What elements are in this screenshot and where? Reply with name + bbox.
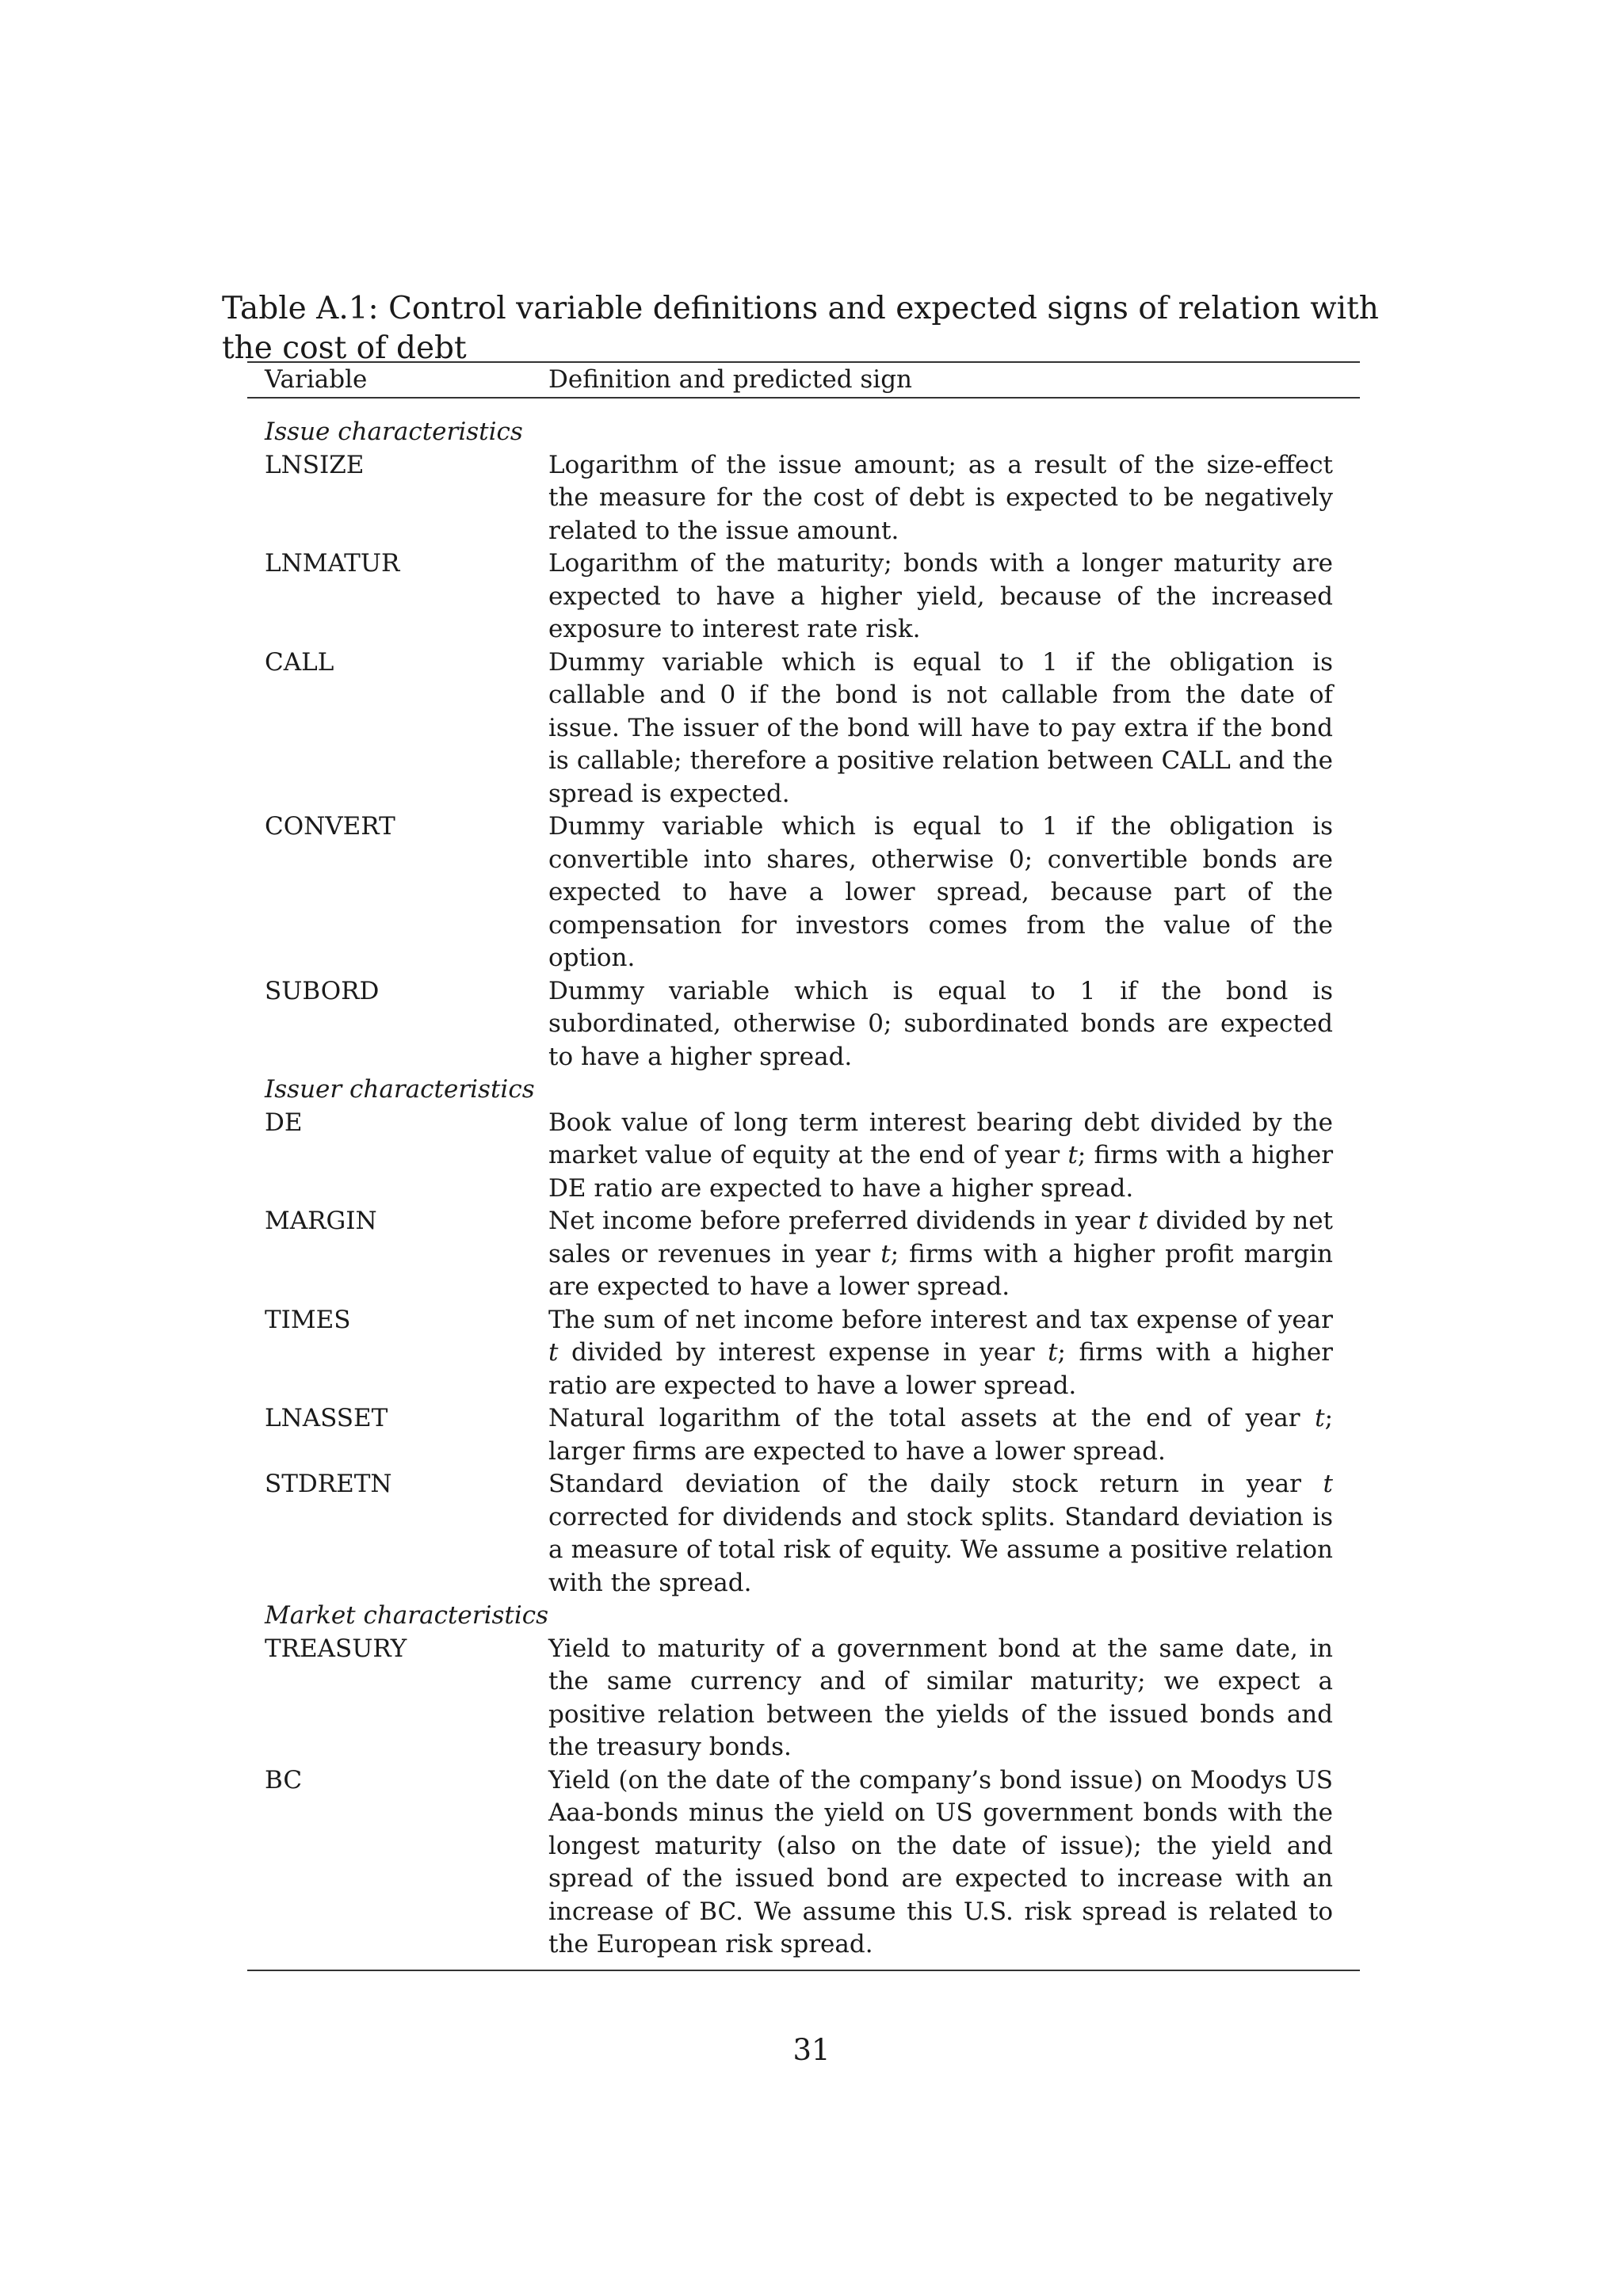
- table-row: [247, 1304, 1360, 1403]
- variable-definition: Logarithm of the issue amount; as a result of the size-effect the measure for the cost of debt is expected to be negatively related to the issue amount.: [548, 450, 1333, 545]
- table-row: [247, 547, 1360, 646]
- section-title: Market characteristics: [265, 1601, 549, 1630]
- variable-name: BC: [265, 1765, 303, 1794]
- variable-name: STDRETN: [265, 1470, 392, 1498]
- table-row: [247, 1205, 1360, 1304]
- variable-definition: Net income before preferred dividends in year t divided by net sales or revenues in year t; firms with a higher profit margin are expected to have a lower spread.: [548, 1207, 1334, 1301]
- variable-name: SUBORD: [265, 976, 380, 1005]
- section-row: [247, 1074, 1360, 1107]
- table-row: [247, 1107, 1360, 1206]
- table-row: [247, 975, 1360, 1074]
- variable-name: DE: [265, 1108, 303, 1137]
- variable-definition: Natural logarithm of the total assets at the end of year t; larger firms are expected to have a lower spread.: [548, 1404, 1334, 1466]
- variable-definitions-table: [247, 361, 1360, 1971]
- variable-definition: Dummy variable which is equal to 1 if the obligation is callable and 0 if the bond is not callable from the date of issue. The issuer of the bond will have to pay extra if the bond is callable; therefore a positive relation between CALL and the spread is expected.: [548, 647, 1333, 808]
- section-title: Issuer characteristics: [265, 1075, 535, 1104]
- header-variable: Variable: [265, 364, 368, 394]
- table-row: [247, 1764, 1360, 1962]
- table-body: [247, 399, 1360, 1971]
- table-row: [247, 1633, 1360, 1764]
- variable-definition: Book value of long term interest bearing debt divided by the market value of equity at the end of year t; firms with a higher DE ratio are expected to have a higher spread.: [548, 1108, 1334, 1203]
- section-row: [247, 416, 1360, 449]
- variable-definition: Yield (on the date of the company’s bond issue) on Moodys US Aaa-bonds minus the yield on US government bonds with the longest maturity (also on the date of issue); the yield and spread of the issued bond are expected to increase with an increase of BC. We assume this U.S. risk spread is related to the European risk spread.: [548, 1765, 1333, 1958]
- table-row: [247, 1468, 1360, 1600]
- variable-definition: Dummy variable which is equal to 1 if the bond is subordinated, otherwise 0; subordinated bonds are expected to have a higher spread.: [548, 976, 1333, 1071]
- variable-definition: Yield to maturity of a government bond at the same date, in the same currency and of similar maturity; we expect a positive relation between the yields of the issued bonds and the treasury bonds.: [548, 1634, 1333, 1761]
- section-title: Issue characteristics: [265, 418, 523, 446]
- table-row: [247, 1402, 1360, 1468]
- variable-name: TREASURY: [265, 1634, 407, 1663]
- header-definition: Definition and predicted sign: [548, 364, 913, 394]
- variable-definition: Dummy variable which is equal to 1 if the obligation is convertible into shares, otherwise 0; convertible bonds are expected to have a lower spread, because part of the compensation for investors comes from the value of the option.: [548, 812, 1333, 972]
- table-header: [247, 363, 1360, 399]
- table-row: [247, 646, 1360, 811]
- variable-name: TIMES: [265, 1305, 351, 1334]
- table-row: [247, 810, 1360, 975]
- page-number: 31: [792, 2033, 831, 2067]
- variable-name: CALL: [265, 647, 334, 677]
- variable-definition: Standard deviation of the daily stock return in year t corrected for dividends and stock splits. Standard deviation is a measure of total risk of equity. We assume a positive relation with the spread.: [548, 1470, 1333, 1597]
- variable-definition: The sum of net income before interest and tax expense of year t divided by interest expense in year t; firms with a higher ratio are expected to have a lower spread.: [548, 1305, 1333, 1400]
- section-row: [247, 1600, 1360, 1633]
- variable-name: LNMATUR: [265, 549, 400, 578]
- variable-name: CONVERT: [265, 812, 395, 841]
- variable-name: MARGIN: [265, 1207, 377, 1235]
- variable-name: LNASSET: [265, 1404, 388, 1432]
- variable-definition: Logarithm of the maturity; bonds with a longer maturity are expected to have a higher yield, because of the increased exposure to interest rate risk.: [548, 549, 1333, 643]
- variable-name: LNSIZE: [265, 450, 365, 479]
- table-row: [247, 449, 1360, 548]
- table-caption: Table A.1: Control variable definitions and expected signs of relation with the cost of debt: [222, 291, 1379, 366]
